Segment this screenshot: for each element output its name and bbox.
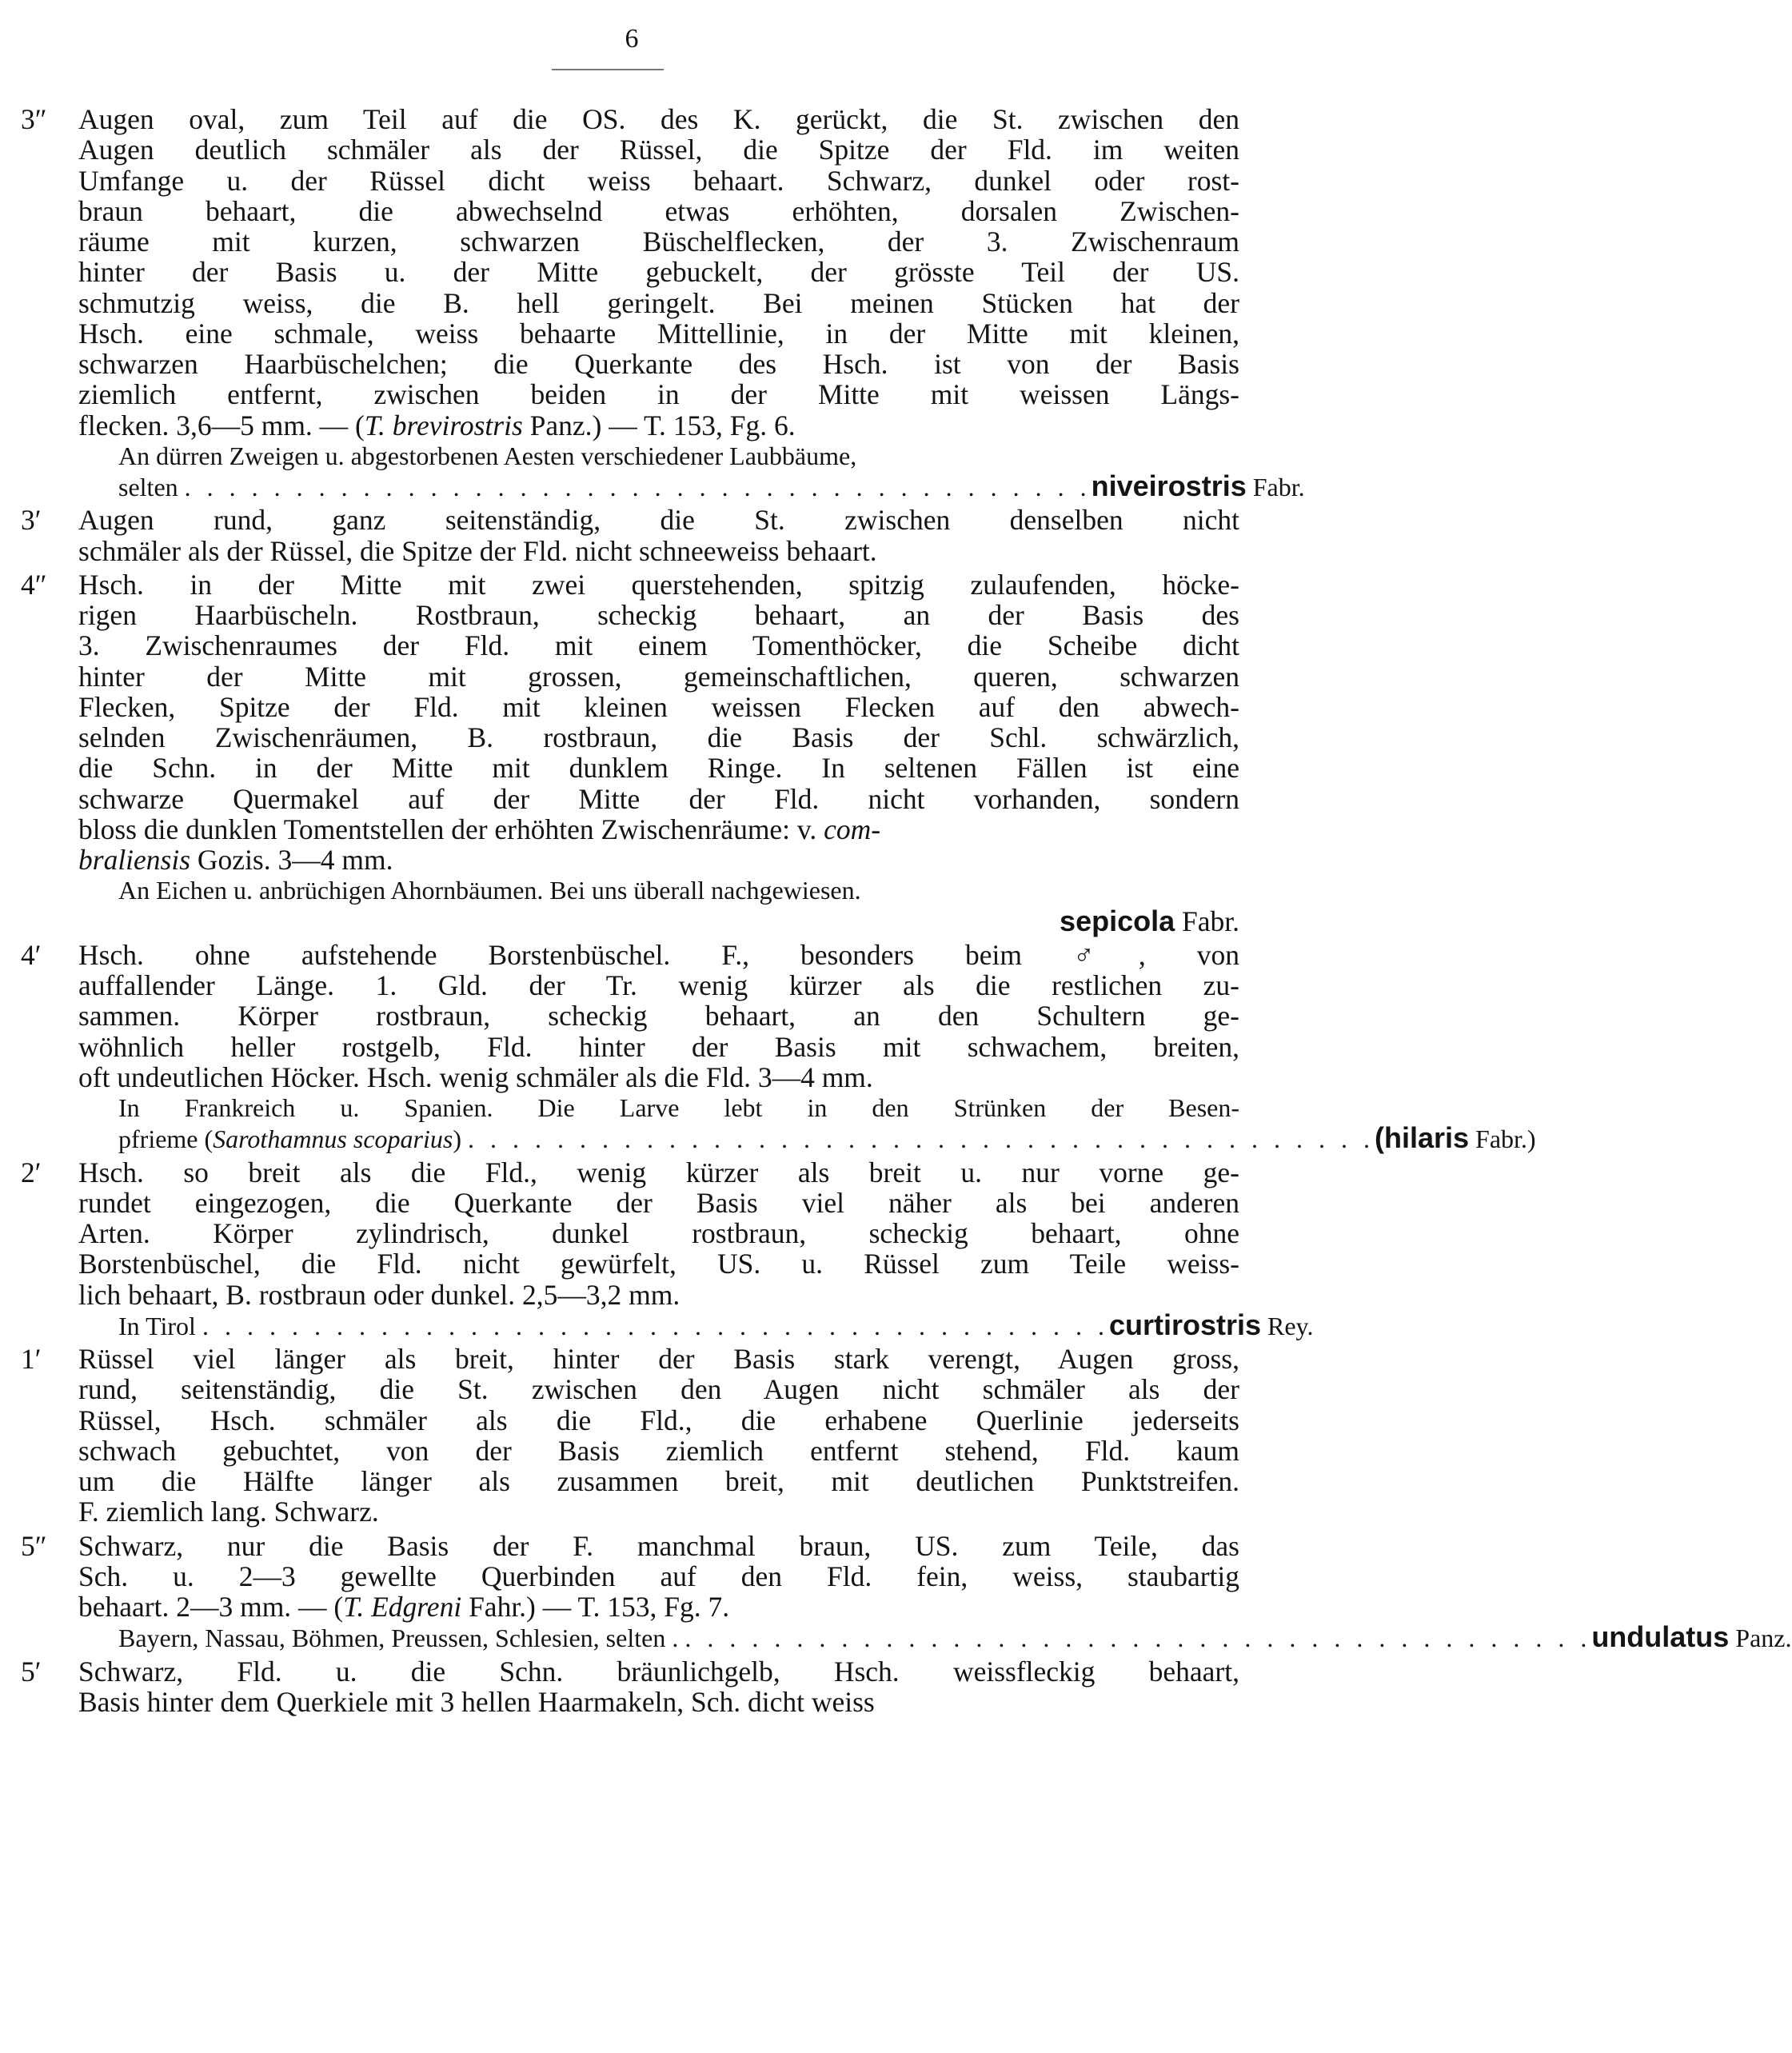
line-text: Rüssel, Hsch. schmäler als die Fld., die erhabene Querlinie jederseits	[78, 1404, 1239, 1436]
text-line	[0, 1157, 1263, 1188]
line-text: rundet eingezogen, die Querkante der Basis viel näher als bei anderen	[78, 1186, 1239, 1219]
line-text: hinter der Mitte mit grossen, gemeinschaftlichen, queren, schwarzen	[78, 660, 1239, 693]
text-line	[0, 1496, 1263, 1527]
text-line	[0, 196, 1263, 226]
text-line	[0, 600, 1263, 630]
species-author: Fabr.	[1182, 905, 1239, 937]
entry-lead-text	[118, 1623, 678, 1653]
couplet-label: 4″	[21, 568, 47, 601]
text-line	[0, 441, 1263, 471]
line-text: hinter der Basis u. der Mitte gebuckelt, der grösste Teil der US.	[78, 256, 1239, 289]
line-content	[78, 1531, 1239, 1561]
text-line	[0, 1280, 1263, 1310]
couplet-label: 5′	[21, 1655, 42, 1688]
text-line	[0, 1188, 1263, 1218]
text-line	[0, 661, 1263, 692]
line-text: oft undeutlichen Höcker. Hsch. wenig schmäler als die Fld. 3—4 mm.	[78, 1060, 873, 1093]
couplet-label: 4′	[21, 938, 42, 971]
line-text: Augen rund, ganz seitenständig, die St. zwischen denselben nicht	[78, 504, 1239, 537]
line-content	[78, 134, 1239, 165]
text-line	[0, 692, 1263, 722]
species-author: Panz.	[1735, 1624, 1792, 1653]
line-text: selnden Zwischenräumen, B. rostbraun, die Basis der Schl. schwärzlich,	[78, 721, 1239, 753]
line-content	[78, 1436, 1239, 1466]
page-number: 6	[625, 24, 639, 54]
text-line	[0, 784, 1263, 814]
line-content	[78, 1001, 1239, 1031]
text-line	[0, 753, 1263, 783]
line-text: ziemlich entfernt, zwischen beiden in der Mitte mit weissen Längs-	[78, 378, 1239, 411]
line-content	[118, 441, 1239, 471]
line-text: pfrieme (	[118, 1124, 214, 1154]
text-line	[0, 349, 1263, 379]
line-text: Hsch. ohne aufstehende Borstenbüschel. F., besonders beim ♂, von	[78, 938, 1239, 971]
text-line	[0, 1218, 1263, 1248]
entry-lead-text	[118, 1124, 461, 1154]
line-content	[78, 600, 1239, 630]
line-text-after: Fahr.) — T. 153, Fg. 7.	[461, 1591, 730, 1623]
entry-lead-text	[118, 1311, 196, 1341]
dot-leader: . . . . . . . . . . . . . . . . . . . . . . . . . . . . . . . . . . . . . . . . .	[184, 473, 1092, 501]
text-line	[0, 1308, 1314, 1341]
species-entry	[1591, 1622, 1791, 1653]
text-line	[0, 1121, 1536, 1155]
text-line	[0, 1620, 1792, 1654]
line-content	[78, 1405, 1239, 1436]
line-content	[78, 1188, 1239, 1218]
species-name: undulatus	[1591, 1620, 1730, 1654]
line-content	[78, 257, 1239, 287]
text-line	[0, 722, 1263, 753]
line-text: Hsch. so breit als die Fld., wenig kürzer als breit u. nur vorne ge-	[78, 1156, 1239, 1188]
line-content	[78, 536, 1239, 566]
line-text: um die Hälfte länger als zusammen breit, mit deutlichen Punktstreifen.	[78, 1465, 1239, 1497]
line-content	[78, 410, 1239, 441]
species-name: (hilaris	[1374, 1121, 1470, 1155]
text-line	[0, 257, 1263, 287]
line-text: Bayern, Nassau, Böhmen, Preussen, Schlesien, selten .	[118, 1624, 679, 1653]
line-text: In Frankreich u. Spanien. Die Larve lebt in den Strünken der Besen-	[118, 1093, 1239, 1122]
text-line	[0, 379, 1263, 409]
line-content	[118, 469, 1305, 502]
text-line	[0, 1344, 1263, 1374]
line-text: schwarze Quermakel auf der Mitte der Fld. nicht vorhanden, sondern	[78, 782, 1239, 815]
line-content	[78, 1374, 1239, 1404]
dot-leader: . . . . . . . . . . . . . . . . . . . . . . . . . . . . . . . . . . . . . . . . .	[202, 1311, 1109, 1340]
line-text: schwarzen Haarbüschelchen; die Querkante des Hsch. ist von der Basis	[78, 348, 1239, 380]
text-line	[0, 814, 1263, 845]
text-line	[0, 226, 1263, 257]
text-line	[0, 1592, 1263, 1622]
line-content	[78, 906, 1239, 937]
text-line	[0, 1374, 1263, 1404]
line-text: flecken. 3,6—5 mm. — (	[78, 409, 365, 441]
species-author: Fabr.)	[1475, 1124, 1536, 1154]
text-line	[0, 845, 1263, 875]
line-text: F. ziemlich lang. Schwarz.	[78, 1496, 379, 1528]
line-content	[78, 1592, 1239, 1622]
line-text: rigen Haarbüscheln. Rostbraun, scheckig behaart, an der Basis des	[78, 599, 1239, 631]
line-text: Augen deutlich schmäler als der Rüssel, die Spitze der Fld. im weiten	[78, 134, 1239, 166]
line-text: rund, seitenständig, die St. zwischen den Augen nicht schmäler als der	[78, 1373, 1239, 1406]
line-text: In Tirol	[118, 1311, 196, 1340]
line-text: schmutzig weiss, die B. hell geringelt. Bei meinen Stücken hat der	[78, 286, 1239, 319]
line-content	[78, 288, 1239, 318]
couplet-label: 5″	[21, 1529, 47, 1562]
couplet-label: 1′	[21, 1343, 42, 1375]
text-line	[0, 166, 1263, 196]
line-text: 3. Zwischenraumes der Fld. mit einem Tomenthöcker, die Scheibe dicht	[78, 629, 1239, 662]
line-content	[78, 226, 1239, 257]
line-text: Flecken, Spitze der Fld. mit kleinen weissen Flecken auf den abwech-	[78, 690, 1239, 723]
key-text-body	[0, 103, 1792, 1718]
text-line	[0, 1656, 1263, 1687]
text-line	[0, 1531, 1263, 1561]
couplet-label: 3″	[21, 103, 47, 135]
line-text: Umfange u. der Rüssel dicht weiss behaart. Schwarz, dunkel oder rost-	[78, 164, 1239, 197]
line-text-after: )	[453, 1124, 461, 1154]
text-line	[0, 288, 1263, 318]
line-text: Rüssel viel länger als breit, hinter der Basis stark verengt, Augen gross,	[78, 1343, 1239, 1375]
text-line	[0, 1687, 1263, 1717]
line-content	[78, 1032, 1239, 1062]
variety-name: braliensis	[78, 844, 191, 876]
text-line	[0, 536, 1263, 566]
text-line	[0, 1062, 1263, 1092]
line-text: lich behaart, B. rostbraun oder dunkel. 2,5—3,2 mm.	[78, 1278, 680, 1311]
line-content	[78, 1062, 1239, 1092]
line-text: selten	[118, 473, 178, 501]
species-author: Fabr.	[1252, 473, 1305, 501]
line-text: schmäler als der Rüssel, die Spitze der Fld. nicht schneeweiss behaart.	[78, 534, 877, 567]
line-content	[78, 1344, 1239, 1374]
line-content	[118, 1620, 1792, 1654]
line-content	[78, 630, 1239, 661]
line-text: An Eichen u. anbrüchigen Ahornbäumen. Bei uns überall nachgewiesen.	[118, 876, 861, 905]
text-line	[0, 469, 1305, 502]
species-entry	[1375, 1123, 1536, 1154]
text-line	[0, 1248, 1263, 1279]
text-line	[0, 318, 1263, 349]
text-line	[0, 134, 1263, 165]
line-content	[78, 784, 1239, 814]
line-text: Basis hinter dem Querkiele mit 3 hellen Haarmakeln, Sch. dicht weiss	[78, 1685, 875, 1718]
line-content	[78, 970, 1239, 1001]
line-content	[78, 1218, 1239, 1248]
line-content	[78, 1466, 1239, 1496]
line-content	[78, 196, 1239, 226]
line-text: sammen. Körper rostbraun, scheckig behaart, an den Schultern ge-	[78, 1000, 1239, 1032]
text-line	[0, 1092, 1263, 1123]
line-content	[78, 166, 1239, 196]
species-author: Rey.	[1267, 1311, 1314, 1340]
species-name: sepicola	[1060, 904, 1175, 937]
line-text: An dürren Zweigen u. abgestorbenen Aesten verschiedener Laubbäume,	[118, 441, 857, 470]
line-text: auffallender Länge. 1. Gld. der Tr. wenig kürzer als die restlichen zu-	[78, 969, 1239, 1001]
text-line	[0, 104, 1263, 134]
text-line	[0, 410, 1263, 441]
line-text: braun behaart, die abwechselnd etwas erhöhten, dorsalen Zwischen-	[78, 194, 1239, 227]
line-text-after: Gozis. 3—4 mm.	[190, 844, 393, 876]
text-line	[0, 1405, 1263, 1436]
line-content	[78, 505, 1239, 535]
dot-leader: . . . . . . . . . . . . . . . . . . . . . . . . . . . . . . . . . . . . . . . . .	[467, 1124, 1375, 1154]
text-line	[0, 569, 1263, 600]
line-content	[78, 722, 1239, 753]
line-content	[78, 1248, 1239, 1279]
line-text: Arten. Körper zylindrisch, dunkel rostbraun, scheckig behaart, ohne	[78, 1217, 1239, 1249]
text-line	[0, 940, 1263, 970]
line-content	[78, 349, 1239, 379]
line-content	[118, 1092, 1239, 1123]
line-text: bloss die dunklen Tomentstellen der erhöhten Zwischenräume: v.	[78, 813, 817, 845]
line-content	[118, 1121, 1536, 1155]
dot-leader: . . . . . . . . . . . . . . . . . . . . . . . . . . . . . . . . . . . . . . . . .	[684, 1624, 1592, 1653]
couplet-label: 2′	[21, 1156, 42, 1188]
text-line	[0, 1466, 1263, 1496]
italic-name: T. Edgreni	[343, 1591, 462, 1623]
line-content	[78, 1561, 1239, 1592]
text-line	[0, 970, 1263, 1001]
line-content	[78, 753, 1239, 783]
text-line	[0, 906, 1263, 937]
line-text: wöhnlich heller rostgelb, Fld. hinter der Basis mit schwachem, breiten,	[78, 1030, 1239, 1063]
line-content	[78, 379, 1239, 409]
line-text: Hsch. in der Mitte mit zwei querstehenden, spitzig zulaufenden, höcke-	[78, 568, 1239, 601]
text-line	[0, 875, 1263, 905]
line-text: Schwarz, nur die Basis der F. manchmal braun, US. zum Teile, das	[78, 1529, 1239, 1562]
line-content	[118, 875, 1239, 905]
line-text: behaart. 2—3 mm. — (	[78, 1591, 344, 1623]
line-content	[78, 1157, 1239, 1188]
text-line	[0, 1561, 1263, 1592]
line-text: Borstenbüschel, die Fld. nicht gewürfelt, US. u. Rüssel zum Teile weiss-	[78, 1248, 1239, 1280]
text-line	[0, 505, 1263, 535]
line-text: räume mit kurzen, schwarzen Büschelflecken, der 3. Zwischenraum	[78, 226, 1239, 258]
entry-lead-text	[118, 472, 178, 502]
species-entry	[1092, 471, 1305, 502]
line-content	[78, 104, 1239, 134]
line-text: Sch. u. 2—3 gewellte Querbinden auf den Fld. fein, weiss, staubartig	[78, 1560, 1239, 1592]
italic-name: T. brevirostris	[364, 409, 523, 441]
italic-name: Sarothamnus scoparius	[213, 1124, 453, 1154]
line-text: schwach gebuchtet, von der Basis ziemlich entfernt stehend, Fld. kaum	[78, 1434, 1239, 1467]
line-content	[78, 940, 1239, 970]
line-content	[78, 1280, 1239, 1310]
line-content	[78, 1687, 1239, 1717]
line-text: Schwarz, Fld. u. die Schn. bräunlichgelb, Hsch. weissfleckig behaart,	[78, 1655, 1239, 1688]
line-content	[78, 569, 1239, 600]
couplet-label: 3′	[21, 504, 42, 537]
variety-name: com-	[824, 813, 881, 845]
text-line	[0, 1032, 1263, 1062]
line-content	[78, 661, 1239, 692]
header-rule	[552, 69, 664, 70]
line-content	[118, 1308, 1314, 1341]
line-content	[78, 1496, 1239, 1527]
text-line	[0, 1001, 1263, 1031]
line-text: Hsch. eine schmale, weiss behaarte Mittellinie, in der Mitte mit kleinen,	[78, 317, 1239, 349]
line-text: Augen oval, zum Teil auf die OS. des K. gerückt, die St. zwischen den	[78, 103, 1239, 135]
line-content	[78, 814, 1239, 845]
line-content	[78, 845, 1239, 875]
text-line	[0, 630, 1263, 661]
line-text: die Schn. in der Mitte mit dunklem Ringe. In seltenen Fällen ist eine	[78, 752, 1239, 785]
species-entry	[1109, 1310, 1314, 1341]
line-content	[78, 1656, 1239, 1687]
line-content	[78, 692, 1239, 722]
text-line	[0, 1436, 1263, 1466]
line-content	[78, 318, 1239, 349]
species-name: niveirostris	[1091, 469, 1247, 502]
line-text-after: Panz.) — T. 153, Fg. 6.	[522, 409, 796, 441]
species-name: curtirostris	[1108, 1308, 1261, 1341]
